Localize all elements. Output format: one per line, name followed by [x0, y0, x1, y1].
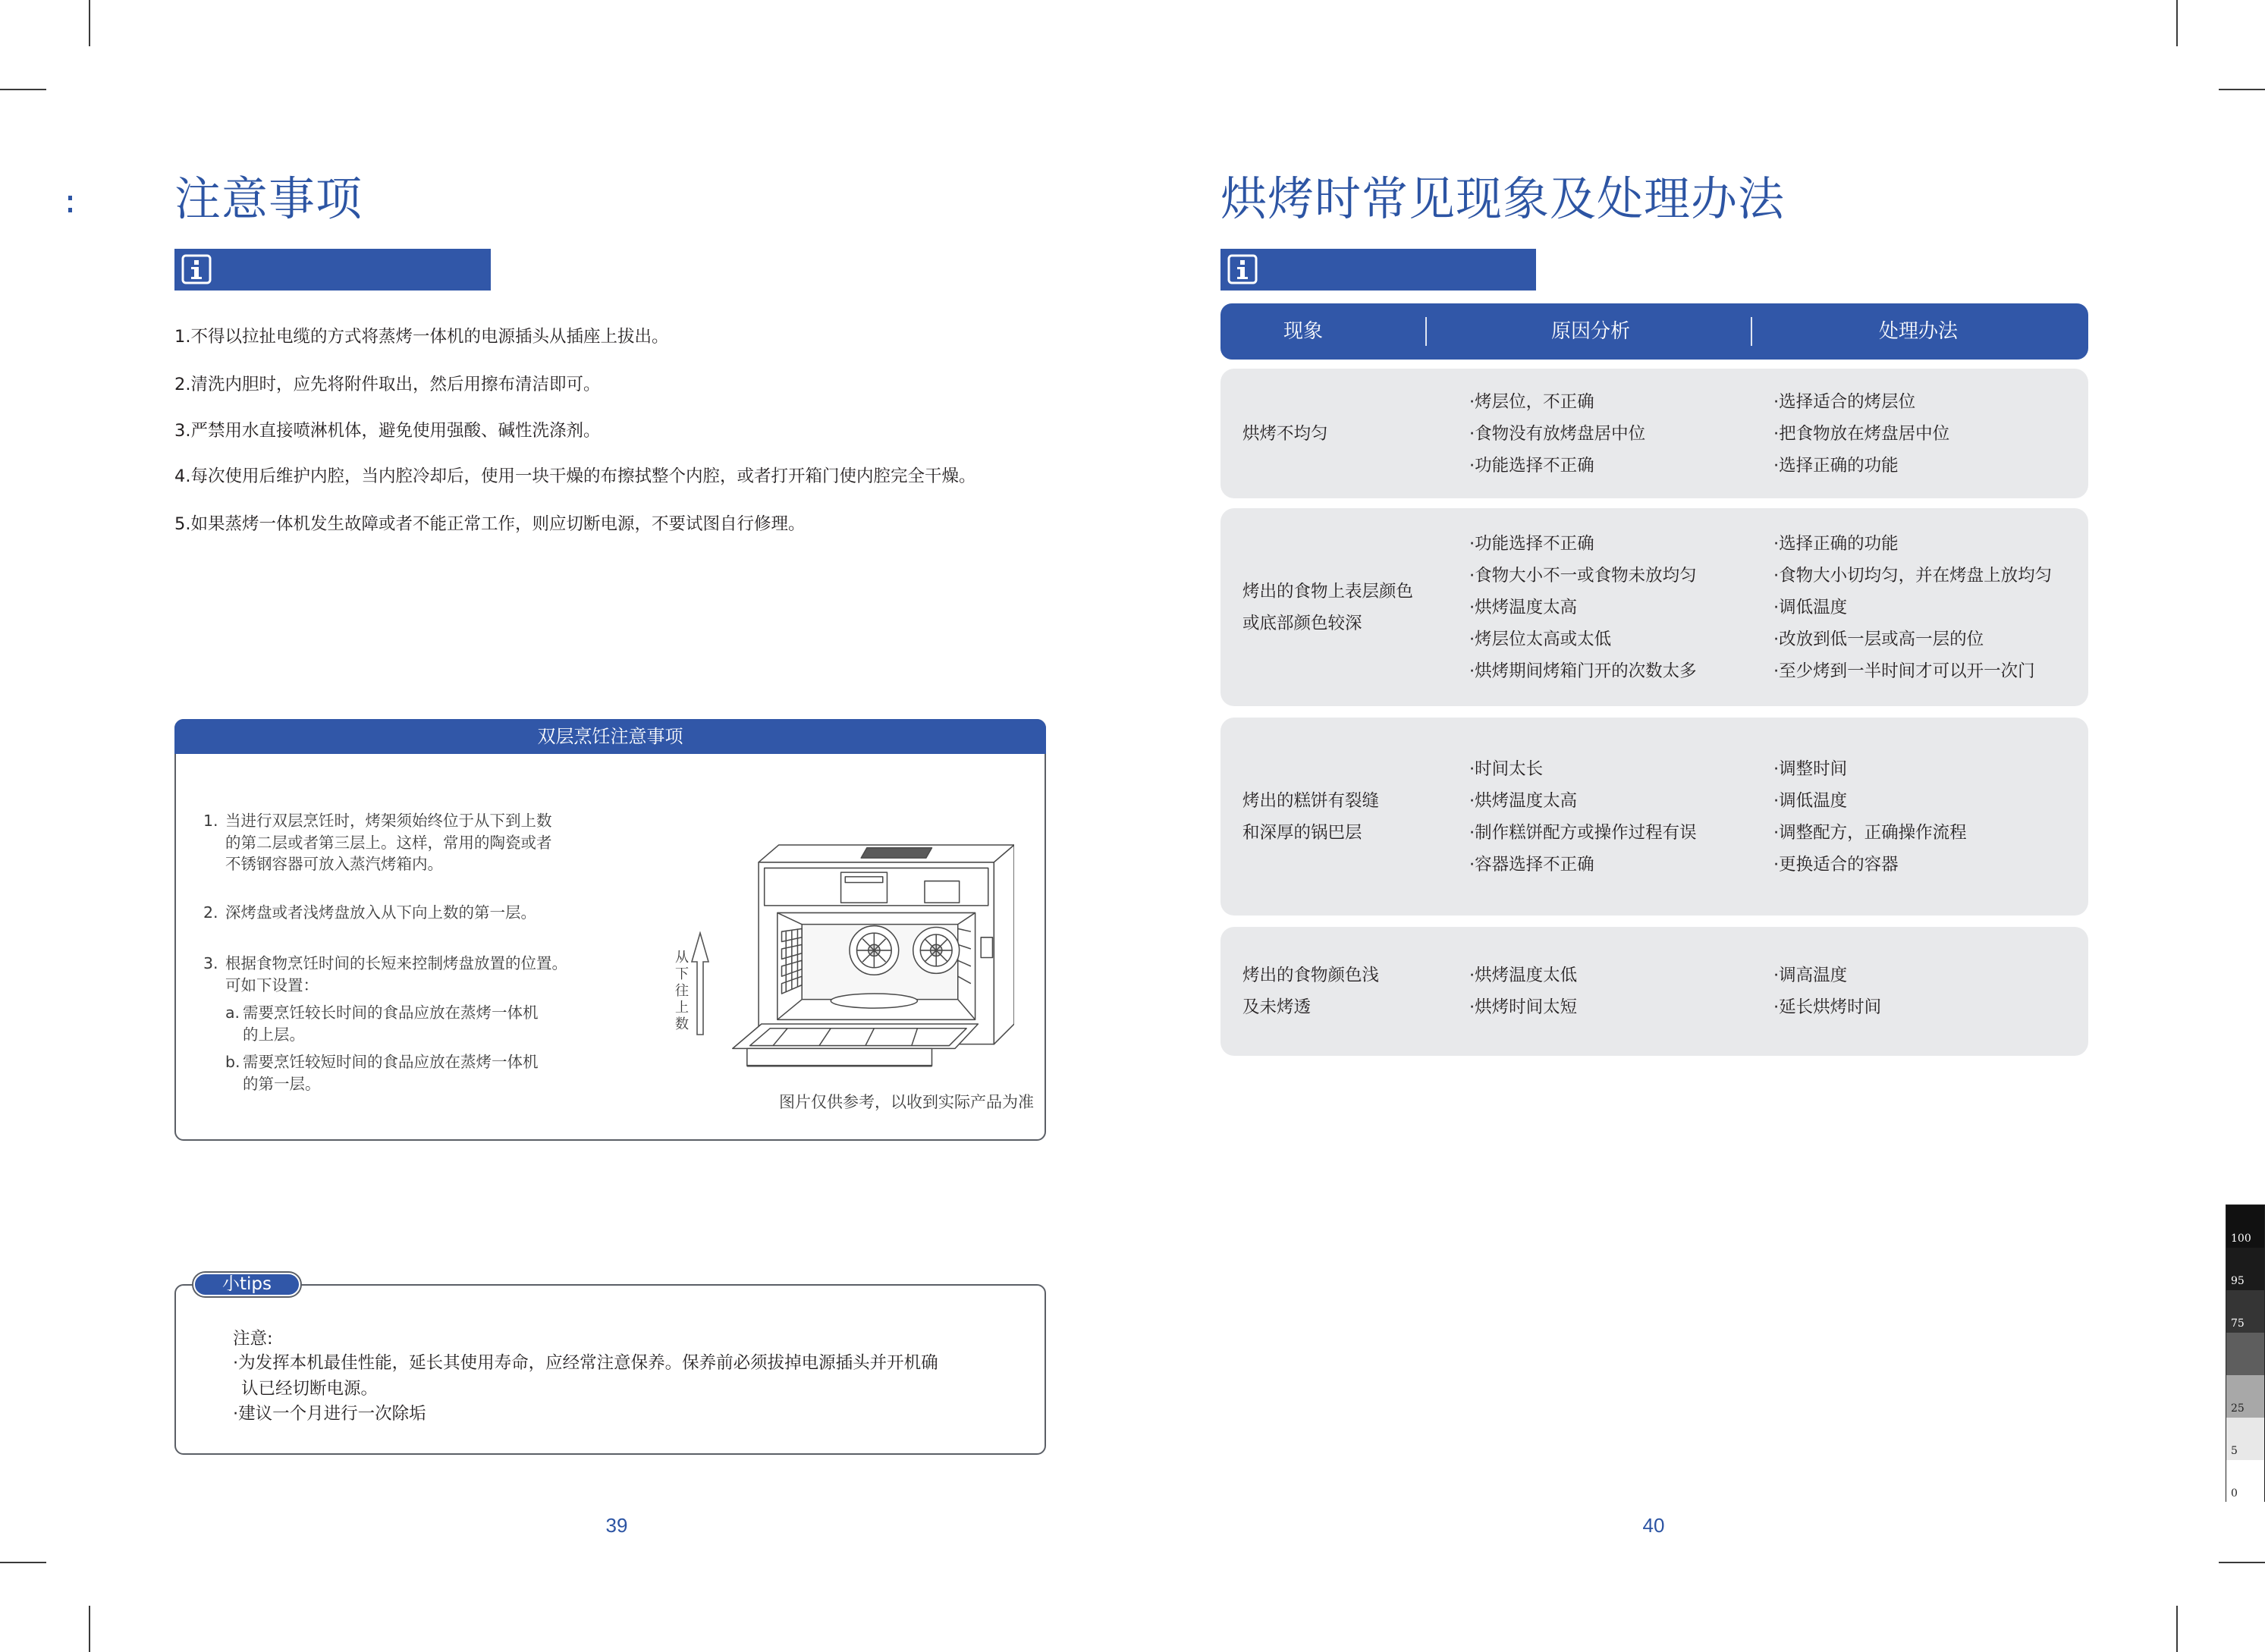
- cause-cell: [1469, 528, 1697, 687]
- cause-cell: [1469, 386, 1645, 482]
- phenomenon-cell: [1242, 959, 1379, 1023]
- arrow-label: [674, 950, 690, 1033]
- phenomenon-line: 烘烤不均匀: [1242, 423, 1328, 444]
- solution-cell: [1773, 753, 1967, 881]
- cause-item: ·制作糕饼配方或操作过程有误: [1469, 822, 1697, 843]
- cause-item: ·烘烤温度太高: [1469, 790, 1578, 811]
- strip-block: [2226, 1418, 2264, 1460]
- solution-item: ·更换适合的容器: [1773, 854, 1899, 875]
- crop-mark: [89, 1606, 90, 1652]
- solution-cell: [1773, 386, 1949, 482]
- solution-item: ·调整时间: [1773, 758, 1848, 779]
- strip-block: [2226, 1375, 2264, 1418]
- tips-box: [174, 1284, 1046, 1455]
- oven-door: [733, 1024, 979, 1048]
- strip-label: 95: [2231, 1275, 2245, 1287]
- box-header: 双层烹饪注意事项: [174, 719, 1046, 754]
- double-layer-box: [174, 719, 1046, 1141]
- cause-cell: [1469, 753, 1697, 881]
- item-line: 不锈钢容器可放入蒸汽烤箱内。: [225, 855, 443, 873]
- crop-mark: [2176, 1606, 2178, 1652]
- sub-item-line: 需要烹饪较短时间的食品应放在蒸烤一体机: [243, 1053, 539, 1071]
- solution-item: ·调低温度: [1773, 597, 1848, 617]
- sub-item-line: 需要烹饪较长时间的食品应放在蒸烤一体机: [243, 1003, 539, 1022]
- oven-side: [994, 845, 1014, 1044]
- edge-mark: [68, 208, 72, 212]
- phenomenon-cell: [1242, 785, 1379, 849]
- tips-line: ·为发挥本机最佳性能，延长其使用寿命，应经常注意保养。保养前必须拔掉电源插头并开机确: [233, 1353, 938, 1373]
- item-number: 1.: [203, 812, 218, 830]
- phenomenon-cell: [1242, 576, 1413, 639]
- cause-cell: [1469, 959, 1577, 1023]
- note-item: 4.每次使用后维护内腔，当内腔冷却后，使用一块干燥的布擦拭整个内腔，或者打开箱门使内腔完全干燥。: [174, 466, 976, 486]
- strip-block: [2226, 1460, 2264, 1503]
- instruction-item: [203, 810, 552, 875]
- solution-item: ·调低温度: [1773, 790, 1848, 811]
- column-divider: [1751, 317, 1752, 346]
- crop-mark: [89, 0, 90, 46]
- arrow-label-char: 下: [675, 966, 689, 982]
- oven-icon: [730, 842, 1014, 1072]
- strip-label: 25: [2231, 1402, 2245, 1415]
- solution-item: ·选择正确的功能: [1773, 533, 1899, 554]
- cause-item: ·烤层位，不正确: [1469, 391, 1594, 412]
- strip-block: [2226, 1333, 2264, 1375]
- section-bar: [174, 249, 491, 291]
- item-line: 可如下设置：: [225, 975, 319, 994]
- crop-mark: [2219, 1562, 2265, 1563]
- item-number: 2.: [203, 903, 218, 922]
- instruction-item: [203, 953, 567, 1095]
- info-icon: [1227, 253, 1258, 285]
- arrow-label-char: 数: [675, 1016, 689, 1032]
- edge-mark: [68, 196, 72, 200]
- strip-label: 100: [2231, 1233, 2251, 1245]
- table-row: [1220, 508, 2088, 706]
- page-title: 烘烤时常见现象及处理办法: [1220, 172, 1786, 226]
- strip-block: [2226, 1248, 2264, 1290]
- arrow-label-char: 往: [675, 983, 689, 999]
- crop-mark: [0, 89, 46, 90]
- strip-label: 0: [2231, 1487, 2238, 1500]
- cause-item: ·烤层位太高或太低: [1469, 629, 1612, 649]
- color-calibration-strip: [2226, 1204, 2265, 1502]
- item-line: 的第二层或者第三层上。这样，常用的陶瓷或者: [225, 833, 552, 852]
- column-header-phenomenon: 现象: [1283, 320, 1323, 343]
- phenomenon-line: 及未烤透: [1242, 997, 1312, 1017]
- info-icon: [181, 253, 212, 285]
- solution-item: ·调整配方，正确操作流程: [1773, 822, 1967, 843]
- cause-item: ·容器选择不正确: [1469, 854, 1594, 875]
- sub-item-label: a.: [225, 1003, 240, 1022]
- note-item: 2.清洗内胆时，应先将附件取出，然后用擦布清洁即可。: [174, 375, 601, 394]
- sub-item-label: b.: [225, 1053, 240, 1071]
- cause-item: ·烘烤温度太高: [1469, 597, 1578, 617]
- phenomenon-cell: [1242, 418, 1328, 450]
- page-title: 注意事项: [174, 172, 363, 226]
- instruction-item: [203, 902, 536, 924]
- oven-fan-right: [913, 927, 960, 973]
- tips-line: ·建议一个月进行一次除垢: [233, 1404, 426, 1424]
- note-item: 5.如果蒸烤一体机发生故障或者不能正常工作，则应切断电源，不要试图自行修理。: [174, 514, 806, 534]
- item-line: 深烤盘或者浅烤盘放入从下向上数的第一层。: [225, 903, 536, 922]
- arrow-label-char: 从: [675, 950, 689, 966]
- table-row: [1220, 927, 2088, 1056]
- image-caption: 图片仅供参考，以收到实际产品为准: [779, 1093, 1034, 1111]
- solution-cell: [1773, 528, 2052, 687]
- strip-label: 5: [2231, 1445, 2238, 1457]
- sub-item: [225, 1051, 567, 1095]
- strip-block: [2226, 1205, 2264, 1248]
- sub-item: [225, 1002, 567, 1045]
- phenomenon-line: 烤出的食物颜色浅: [1242, 966, 1380, 985]
- cause-item: ·功能选择不正确: [1469, 533, 1594, 554]
- phenomenon-line: 和深厚的锅巴层: [1242, 822, 1362, 843]
- note-item: 3.严禁用水直接喷淋机体，避免使用强酸、碱性洗涤剂。: [174, 421, 601, 441]
- phenomenon-line: 烤出的食物上表层颜色: [1242, 581, 1414, 601]
- solution-item: ·选择适合的烤层位: [1773, 391, 1916, 412]
- solution-item: ·改放到低一层或高一层的位: [1773, 629, 1984, 649]
- cause-item: ·时间太长: [1469, 758, 1544, 779]
- arrow-up-icon: [690, 931, 710, 1036]
- tips-badge: 小tips: [193, 1273, 300, 1296]
- cause-item: ·烘烤温度太低: [1469, 966, 1578, 985]
- solution-item: ·食物大小切均匀，并在烤盘上放均匀: [1773, 565, 2053, 586]
- section-bar: [1220, 249, 1536, 291]
- phenomenon-line: 烤出的糕饼有裂缝: [1242, 790, 1380, 811]
- crop-mark: [2219, 89, 2265, 90]
- sub-item-line: 的上层。: [243, 1025, 305, 1044]
- solution-item: ·把食物放在烤盘居中位: [1773, 423, 1950, 444]
- column-divider: [1425, 317, 1427, 346]
- solution-item: ·选择正确的功能: [1773, 455, 1899, 476]
- tips-heading: 注意:: [233, 1329, 273, 1349]
- crop-mark: [2176, 0, 2178, 46]
- oven-control: [925, 881, 960, 903]
- column-header-solution: 处理办法: [1878, 320, 1958, 343]
- page-number: 40: [1642, 1514, 1665, 1537]
- cause-item: ·功能选择不正确: [1469, 455, 1594, 476]
- solution-item: ·至少烤到一半时间才可以开一次门: [1773, 661, 2035, 681]
- page-number: 39: [605, 1514, 628, 1537]
- oven-plate: [831, 994, 917, 1008]
- solution-item: ·调高温度: [1773, 966, 1848, 985]
- cause-item: ·食物没有放烤盘居中位: [1469, 423, 1646, 444]
- table-header: [1220, 303, 2088, 360]
- strip-block: [2226, 1290, 2264, 1333]
- note-item: 1.不得以拉扯电缆的方式将蒸烤一体机的电源插头从插座上拔出。: [174, 327, 669, 347]
- cause-item: ·烘烤时间太短: [1469, 997, 1578, 1017]
- oven-fan-left: [850, 926, 899, 975]
- item-line: 当进行双层烹饪时，烤架须始终位于从下到上数: [225, 812, 552, 830]
- table-row: [1220, 369, 2088, 498]
- phenomenon-line: 或底部颜色较深: [1242, 613, 1362, 633]
- cause-item: ·食物大小不一或食物未放均匀: [1469, 565, 1697, 586]
- strip-label: 75: [2231, 1318, 2245, 1330]
- item-number: 3.: [203, 954, 218, 972]
- table-row: [1220, 718, 2088, 916]
- sub-item-line: 的第一层。: [243, 1074, 321, 1093]
- cause-item: ·烘烤期间烤箱门开的次数太多: [1469, 661, 1697, 681]
- item-line: 根据食物烹饪时间的长短来控制烤盘放置的位置。: [225, 954, 567, 972]
- column-header-cause: 原因分析: [1550, 320, 1630, 343]
- solution-cell: [1773, 959, 1881, 1023]
- arrow-label-char: 上: [675, 1000, 689, 1016]
- solution-item: ·延长烘烤时间: [1773, 997, 1882, 1017]
- tips-line: 认已经切断电源。: [241, 1379, 379, 1399]
- crop-mark: [0, 1562, 46, 1563]
